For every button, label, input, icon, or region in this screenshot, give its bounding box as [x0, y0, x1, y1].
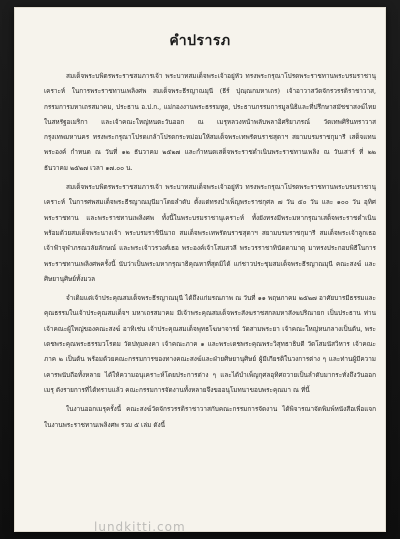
paragraph-3: จำเดิมแต่เจ้าประคุณสมเด็จพระธีรญาณมุนี ได้ถึงแก่มรณภาพ ณ วันที่ ๑๑ พฤษภาคม ๒๕๒๗ อาศัยบารมีธรรมและคุณธรรมในเจ้าประคุณสมเด็จฯ มหาเถรสมาคม มีเจ้าพระคุณสมเด็จพระสังฆราชสกลมหาสังฆปริณายก เป็นประธาน ท่านเจ้าคณะผู้ใหญ่ของคณะสงฆ์ อาทิเช่น เจ้าประคุณสมเด็จพุทธโฆษาจารย์ วัดสามพระยา เจ้าคณะใหญ่หนกลางเป็นต้น, พระเดชพระคุณพระธรรมวโรดม วัดปทุมคงคา เจ้าคณะภาค ๑ และพระเดชพระคุณพระวิสุทธาธิบดี วัดโสมนัสวิหาร เจ้าคณะภาค ๒ เป็นต้น พร้อมด้วยคณะกรรมการของทางคณะสงฆ์และฝ่ายศิษยานุศิษย์ ผู้มีเกียรติในวงการต่าง ๆ และท่านผู้มีความเคารพนับถือทั้งหลาย ได้ให้ความอนุเคราะห์โดยประการต่าง ๆ และได้บำเพ็ญกุศลอุทิศถวายเป็นลำดับมากระทั่งถึงวันออกเมรุ ดังรายการที่ได้ทราบแล้ว คณะกรรมการจัดงานทั้งหลายจึงขออนุโมทนาขอบพระคุณมา ณ ที่นี้ [44, 294, 376, 394]
paragraph-2: สมเด็จพระบพิตรพระราชสมภารเจ้า พระบาทสมเด็จพระเจ้าอยู่หัว ทรงพระกรุณาโปรดพระราชทานพระบรมราชานุเคราะห์ ในการศพสมเด็จพระธีรญาณมุนีมาโดยลำดับ ตั้งแต่ทรงบำเพ็ญพระราชกุศล ๗ วัน ๕๐ วัน และ ๑๐๐ วัน อุทิศพระราชทาน และพระราชทานเพลิงศพ ทั้งนี้ในพระบรมราชานุเคราะห์ ทั้งยังทรงมีพระมหากรุณาเสด็จพระราชดำเนิน พร้อมด้วยสมเด็จพระนางเจ้า พระบรมราชินีนาถ สมเด็จพระเทพรัตนราชสุดาฯ สยามบรมราชกุมารี สมเด็จพระเจ้าลูกเธอ เจ้าฟ้าจุฬาภรณวลัยลักษณ์ และพระเจ้าวรวงศ์เธอ พระองค์เจ้าโสมสวลี พระวรราชาทินัดดามาตุ มาทรงประกอบพิธีในการพระราชทานเพลิงศพครั้งนี้ นับว่าเป็นพระมหากรุณาธิคุณหาที่สุดมิได้ แก่ชาวประชุมสมเด็จพระธีรญาณมุนี คณะสงฆ์ และศิษยานุศิษย์ทั้งมวล [44, 183, 376, 283]
body-text [44, 69, 376, 437]
site-watermark: lundkitti.com [94, 520, 186, 532]
book-page [14, 7, 386, 532]
page-title: คำปรารภ [169, 33, 231, 49]
paragraph-1: สมเด็จพระบพิตรพระราชสมภารเจ้า พระบาทสมเด็จพระเจ้าอยู่หัว ทรงพระกรุณาโปรดพระราชทานพระบรมราชานุเคราะห์ ในการพระราชทานเพลิงศพ สมเด็จพระธีรญาณมุนี (ธีร์ ปุณฺณกมหาเถร) เจ้าอาวาสวัดจักรวรรดิราชาวาส, กรรมการมหาเถรสมาคม, ประธาน อ.ป.ก., แม่กองงานพระธรรมทูต, ประธานกรรมการมูลนิธิและที่ปรึกษาสมัชชาสงฆ์ไทยในสหรัฐอเมริกา และเจ้าคณะใหญ่หนตะวันออก ณ เมรุหลวงหน้าพลับพลาอิศริยาภรณ์ วัดเทพศิรินทราวาส กรุงเทพมหานคร ทรงพระกรุณาโปรดเกล้าโปรดกระหม่อมให้สมเด็จพระเทพรัตนราชสุดาฯ สยามบรมราชกุมารี เสด็จแทนพระองค์ กำหนด ณ วันที่ ๑๒ ธันวาคม ๒๕๒๗ และกำหนดเสด็จพระราชดำเนินพระราชทานเพลิง ณ วันเสาร์ ที่ ๒๒ ธันวาคม ๒๕๒๗ เวลา ๑๗.๐๐ น. [44, 72, 376, 172]
paragraph-4: ในงานออกเมรุครั้งนี้ คณะสงฆ์วัดจักรวรรดิราชาวาสกับคณะกรรมการจัดงาน ได้พิจารณาจัดพิมพ์หนังสือเพื่อแจกในงานพระราชทานเพลิงศพ รวม ๕ เล่ม ดังนี้ [44, 405, 376, 429]
